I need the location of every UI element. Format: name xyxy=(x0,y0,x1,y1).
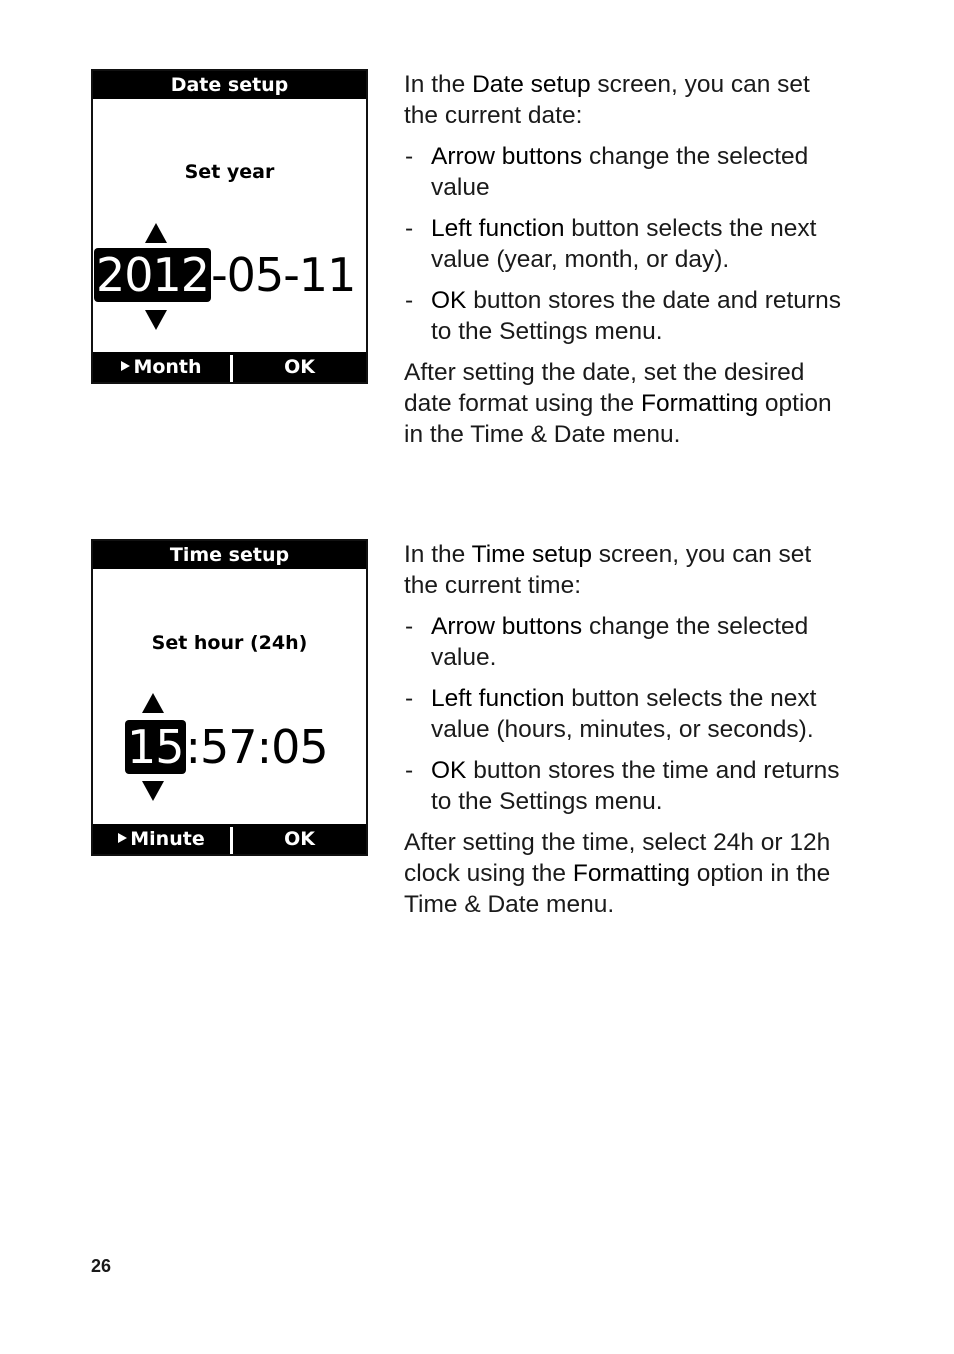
bullet-list xyxy=(404,141,844,347)
screen-title: Date setup xyxy=(93,71,366,99)
time-setup-description xyxy=(404,539,844,920)
value-rest: -05-11 xyxy=(211,248,356,302)
softkey-left-label: Month xyxy=(133,356,202,378)
keyword: Left function xyxy=(431,685,565,712)
list-item xyxy=(404,285,844,347)
softkey-right: OK xyxy=(284,356,315,378)
softkey-bar xyxy=(93,824,366,854)
softkey-left xyxy=(93,352,230,382)
text-run: In the xyxy=(404,541,472,568)
arrow-up-icon xyxy=(145,223,167,243)
list-item xyxy=(404,611,844,673)
text-run: option in the Time & Date menu. xyxy=(404,860,831,918)
softkey-left-label: Minute xyxy=(130,828,205,850)
keyword: Formatting xyxy=(640,390,759,417)
bullet-dash: - xyxy=(405,287,414,314)
keyword: Date setup xyxy=(472,71,591,98)
play-icon xyxy=(121,361,130,371)
text-run: option in the Time & Date menu. xyxy=(404,390,832,448)
selected-field: 15 xyxy=(127,720,184,774)
text-run: button stores the time and returns to the Settings menu. xyxy=(431,757,840,815)
selected-field: 2012 xyxy=(96,248,210,302)
bullet-dash: - xyxy=(405,757,414,784)
keyword: Left function xyxy=(431,215,565,242)
text-run: change the selected value xyxy=(431,143,809,201)
text-run: screen, you can set the current time: xyxy=(404,541,812,599)
list-item xyxy=(404,213,844,275)
text-run: change the selected value. xyxy=(431,613,809,671)
text-run: button stores the date and returns to the Settings menu. xyxy=(431,287,841,345)
softkey-left xyxy=(93,824,230,854)
bullet-dash: - xyxy=(405,685,414,712)
keyword: Formatting xyxy=(572,860,690,887)
date-setup-description xyxy=(404,69,844,450)
bullet-list xyxy=(404,611,844,817)
arrow-down-icon xyxy=(142,781,164,801)
text-run: button selects the next value (year, month, or day). xyxy=(431,215,817,273)
play-icon xyxy=(118,833,127,843)
screen-title: Time setup xyxy=(93,541,366,569)
list-item xyxy=(404,683,844,745)
date-setup-screen xyxy=(91,69,368,384)
keyword: OK xyxy=(431,757,467,784)
arrow-up-icon xyxy=(142,693,164,713)
text-run: After setting the date, set the desired date format using the xyxy=(404,359,805,417)
text-run: In the xyxy=(404,71,473,98)
keyword: Arrow buttons xyxy=(431,613,583,640)
date-value xyxy=(94,246,355,304)
text-run: screen, you can set the current date: xyxy=(404,71,810,129)
intro-paragraph xyxy=(404,539,844,601)
text-run: button selects the next value (hours, minutes, or seconds). xyxy=(431,685,817,743)
arrow-down-icon xyxy=(145,310,167,330)
softkey-bar xyxy=(93,352,366,382)
screen-prompt: Set year xyxy=(184,161,275,183)
keyword: Arrow buttons xyxy=(431,143,583,170)
softkey-right: OK xyxy=(284,828,315,850)
keyword: OK xyxy=(431,287,467,314)
page-number: 26 xyxy=(91,1256,112,1276)
time-value xyxy=(125,718,328,776)
keyword: Time setup xyxy=(471,541,592,568)
list-item xyxy=(404,141,844,203)
time-setup-screen xyxy=(91,539,368,856)
intro-paragraph xyxy=(404,69,844,131)
after-paragraph xyxy=(404,357,844,450)
text-run: After setting the time, select 24h or 12h clock using the xyxy=(404,829,831,887)
screen-prompt: Set hour (24h) xyxy=(151,632,308,654)
bullet-dash: - xyxy=(405,143,414,170)
after-paragraph xyxy=(404,827,844,920)
list-item xyxy=(404,755,844,817)
value-rest: :57:05 xyxy=(185,720,328,774)
bullet-dash: - xyxy=(405,613,414,640)
bullet-dash: - xyxy=(405,215,414,242)
